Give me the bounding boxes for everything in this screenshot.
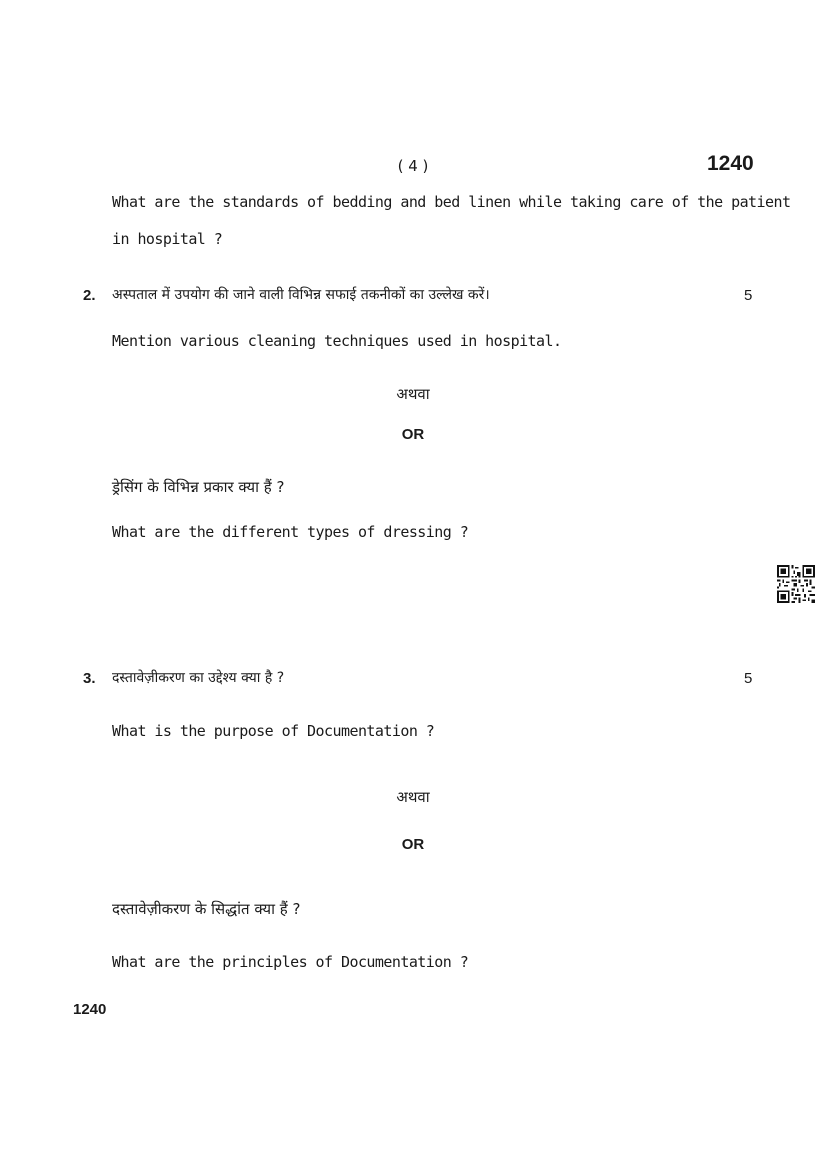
- question-2-alt-english: What are the different types of dressing ?: [112, 523, 469, 541]
- qr-code: [777, 565, 815, 603]
- continuation-line-1: What are the standards of bedding and bed linen while taking care of the patient: [112, 193, 791, 211]
- question-2-number: 2.: [83, 287, 96, 304]
- question-2-english: Mention various cleaning techniques used in hospital.: [112, 332, 562, 350]
- question-3-marks: 5: [744, 670, 753, 687]
- question-2-marks: 5: [744, 287, 753, 304]
- question-3-number: 3.: [83, 670, 96, 687]
- question-3-hindi: दस्तावेज़ीकरण का उद्देश्य क्या है ?: [112, 670, 285, 686]
- question-3-english: What is the purpose of Documentation ?: [112, 722, 435, 740]
- question-3-or-hindi: अथवा: [396, 788, 430, 806]
- question-3-or-english: OR: [401, 836, 425, 853]
- question-2-alt-hindi: ड्रेसिंग के विभिन्न प्रकार क्या हैं ?: [112, 478, 285, 496]
- question-3-alt-hindi: दस्तावेज़ीकरण के सिद्धांत क्या हैं ?: [112, 900, 301, 918]
- question-2-or-hindi: अथवा: [396, 385, 430, 403]
- paper-code-footer: 1240: [73, 1001, 107, 1018]
- question-3-alt-english: What are the principles of Documentation ?: [112, 953, 469, 971]
- paper-code-header: 1240: [707, 152, 754, 175]
- page-number: ( 4 ): [397, 157, 429, 175]
- question-2-or-english: OR: [401, 426, 425, 443]
- question-2-hindi: अस्पताल में उपयोग की जाने वाली विभिन्न सफाई तकनीकों का उल्लेख करें।: [112, 287, 490, 303]
- continuation-line-2: in hospital ?: [112, 230, 223, 248]
